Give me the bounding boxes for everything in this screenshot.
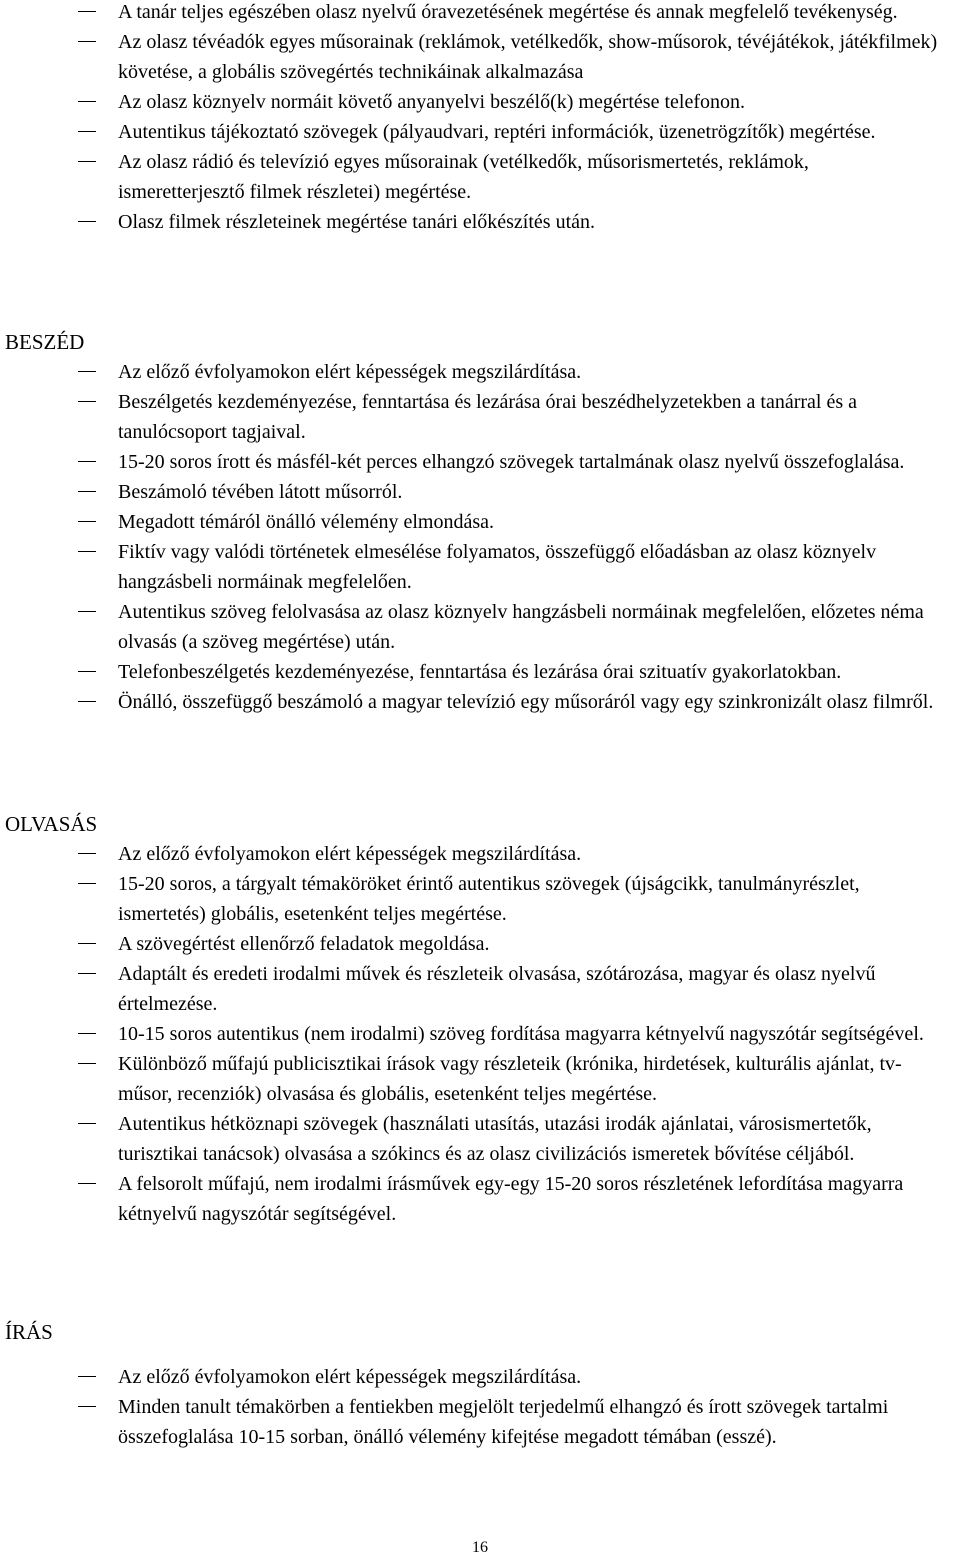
item-text: A felsorolt műfajú, nem irodalmi írásművek egy-egy 15-20 soros részletének lefordítása magyarra kétnyelvű nagyszótár segítségével.: [118, 1173, 904, 1225]
list-item: [0, 87, 960, 117]
bullet-list: [0, 0, 960, 237]
dash-bullet: [78, 1033, 96, 1034]
list-item: [0, 1392, 960, 1452]
dash-bullet: [78, 131, 96, 132]
section-speaking: [0, 327, 960, 717]
item-text: Az olasz tévéadók egyes műsorainak (reklámok, vetélkedők, show-műsorok, tévéjátékok, játékfilmek) követése, a globális szövegértés technikáinak alkalmazása: [118, 31, 938, 83]
dash-bullet: [78, 671, 96, 672]
section-writing: [0, 1317, 960, 1452]
list-item: [0, 387, 960, 447]
dash-bullet: [78, 943, 96, 944]
item-text: Adaptált és eredeti irodalmi művek és részleteik olvasása, szótározása, magyar és olasz nyelvű értelmezése.: [118, 963, 876, 1015]
dash-bullet: [78, 853, 96, 854]
list-item: [0, 1019, 960, 1049]
item-text: 10-15 soros autentikus (nem irodalmi) szöveg fordítása magyarra kétnyelvű nagyszótár segítségével.: [118, 1023, 924, 1045]
bullet-list: [0, 1362, 960, 1452]
dash-bullet: [78, 551, 96, 552]
dash-bullet: [78, 461, 96, 462]
section-listening: [0, 0, 960, 237]
item-text: Minden tanult témakörben a fentiekben megjelölt terjedelmű elhangzó és írott szövegek tartalmi összefoglalása 10-15 sorban, önálló vélemény kifejtése megadott témában (esszé).: [118, 1396, 889, 1448]
item-text: Fiktív vagy valódi történetek elmesélése folyamatos, összefüggő előadásban az olasz köznyelv hangzásbeli normáinak megfelelően.: [118, 541, 877, 593]
item-text: A szövegértést ellenőrző feladatok megoldása.: [118, 933, 490, 955]
list-item: [0, 1109, 960, 1169]
list-item: [0, 687, 960, 717]
item-text: Az olasz rádió és televízió egyes műsorainak (vetélkedők, műsorismertetés, reklámok, ismeretterjesztő filmek részletei) megértése.: [118, 151, 809, 203]
section-heading: OLVASÁS: [5, 812, 98, 836]
section-reading: [0, 809, 960, 1229]
list-item: [0, 929, 960, 959]
item-text: Beszámoló tévében látott műsorról.: [118, 481, 403, 503]
list-item: [0, 537, 960, 597]
dash-bullet: [78, 1376, 96, 1377]
list-item: [0, 447, 960, 477]
item-text: 15-20 soros, a tárgyalt témaköröket érintő autentikus szövegek (újságcikk, tanulmányrészlet, ismertetés) globális, esetenként teljes megértése.: [118, 873, 860, 925]
item-text: Autentikus hétköznapi szövegek (használati utasítás, utazási irodák ajánlatai, városismertetők, turisztikai tanácsok) olvasása a szókincs és az olasz civilizációs ismeretek bővítése céljából.: [118, 1113, 872, 1165]
dash-bullet: [78, 221, 96, 222]
dash-bullet: [78, 611, 96, 612]
item-text: Az előző évfolyamokon elért képességek megszilárdítása.: [118, 361, 582, 383]
list-item: [0, 477, 960, 507]
dash-bullet: [78, 883, 96, 884]
list-item: [0, 839, 960, 869]
list-item: [0, 597, 960, 657]
dash-bullet: [78, 1063, 96, 1064]
dash-bullet: [78, 701, 96, 702]
item-text: Önálló, összefüggő beszámoló a magyar televízió egy műsoráról vagy egy szinkronizált olasz filmről.: [118, 691, 934, 713]
list-item: [0, 357, 960, 387]
item-text: Olasz filmek részleteinek megértése tanári előkészítés után.: [118, 211, 596, 233]
list-item: [0, 1049, 960, 1109]
item-text: Autentikus szöveg felolvasása az olasz köznyelv hangzásbeli normáinak megfelelően, előzetes néma olvasás (a szöveg megértése) után.: [118, 601, 924, 653]
list-item: [0, 1169, 960, 1229]
dash-bullet: [78, 1123, 96, 1124]
list-item: [0, 147, 960, 207]
dash-bullet: [78, 401, 96, 402]
item-text: Beszélgetés kezdeményezése, fenntartása és lezárása órai beszédhelyzetekben a tanárral és a tanulócsoport tagjaival.: [118, 391, 858, 443]
dash-bullet: [78, 371, 96, 372]
item-text: Telefonbeszélgetés kezdeményezése, fenntartása és lezárása órai szituatív gyakorlatokban.: [118, 661, 842, 683]
dash-bullet: [78, 1183, 96, 1184]
item-text: Az olasz köznyelv normáit követő anyanyelvi beszélő(k) megértése telefonon.: [118, 91, 745, 113]
bullet-list: [0, 357, 960, 717]
list-item: [0, 657, 960, 687]
item-text: Az előző évfolyamokon elért képességek megszilárdítása.: [118, 843, 582, 865]
item-text: 15-20 soros írott és másfél-két perces elhangzó szövegek tartalmának olasz nyelvű összefoglalása.: [118, 451, 905, 473]
list-item: [0, 869, 960, 929]
list-item: [0, 1362, 960, 1392]
dash-bullet: [78, 101, 96, 102]
dash-bullet: [78, 973, 96, 974]
list-item: [0, 117, 960, 147]
item-text: A tanár teljes egészében olasz nyelvű óravezetésének megértése és annak megfelelő tevékenység.: [118, 1, 898, 23]
list-item: [0, 27, 960, 87]
item-text: Megadott témáról önálló vélemény elmondása.: [118, 511, 494, 533]
dash-bullet: [78, 41, 96, 42]
item-text: Autentikus tájékoztató szövegek (pályaudvari, reptéri információk, üzenetrögzítők) megértése.: [118, 121, 876, 143]
dash-bullet: [78, 161, 96, 162]
dash-bullet: [78, 11, 96, 12]
item-text: Különböző műfajú publicisztikai írások vagy részleteik (krónika, hirdetések, kulturális ajánlat, tv-műsor, recenziók) olvasása és globális, esetenként teljes megértése.: [118, 1053, 902, 1105]
dash-bullet: [78, 491, 96, 492]
dash-bullet: [78, 1406, 96, 1407]
list-item: [0, 507, 960, 537]
page-number: 16: [472, 1539, 488, 1556]
list-item: [0, 207, 960, 237]
section-heading: ÍRÁS: [5, 1320, 53, 1344]
item-text: Az előző évfolyamokon elért képességek megszilárdítása.: [118, 1366, 582, 1388]
bullet-list: [0, 839, 960, 1229]
list-item: [0, 0, 960, 27]
dash-bullet: [78, 521, 96, 522]
section-heading: BESZÉD: [5, 330, 85, 354]
list-item: [0, 959, 960, 1019]
